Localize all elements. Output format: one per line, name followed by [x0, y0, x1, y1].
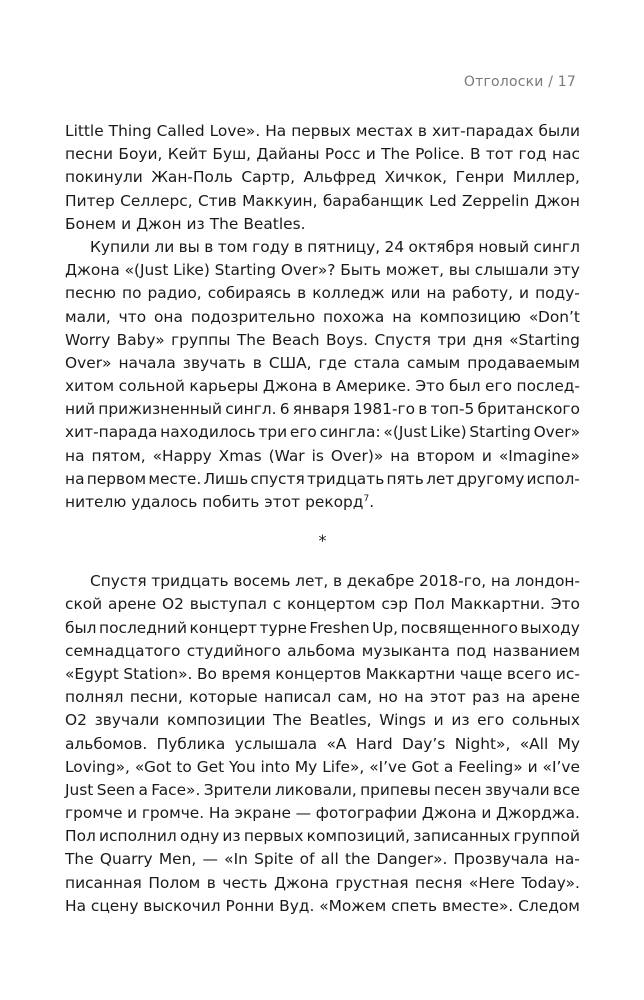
text-line: ской арене O2 выступал с концертом сэр Пол Маккартни. Это	[65, 595, 580, 614]
text-line: Спустя тридцать восемь лет, в декабре 2018-го, на лондон-	[90, 572, 580, 591]
text-line: альбомов. Публика услышала «A Hard Day’s Night», «All My	[65, 734, 580, 753]
running-head: Отголоски / 17	[463, 74, 576, 90]
text-line: на первом месте. Лишь спустя тридцать пять лет другому испол-	[65, 469, 580, 488]
text-line: на пятом, «Happy Xmas (War is Over)» на втором и «Imagine»	[65, 446, 580, 465]
text-line: песню по радио, собираясь в колледж или на работу, и поду-	[65, 284, 580, 303]
text-line: громче и громче. На экране — фотографии Джона и Джорджа.	[65, 804, 580, 823]
page-body	[65, 120, 580, 918]
text-line: мали, что она подозрительно похожа на композицию «Don’t	[65, 307, 580, 326]
text-line: Loving», «Got to Get You into My Life», «I’ve Got a Feeling» и «I’ve	[65, 757, 580, 776]
text-line: Пол исполнил одну из первых композиций, записанных группой	[65, 827, 580, 846]
text-line: Бонем и Джон из The Beatles.	[65, 214, 306, 233]
text-line: писанная Полом в честь Джона грустная песня «Here Today».	[65, 873, 580, 892]
text-line: Джона «(Just Like) Starting Over»? Быть может, вы слышали эту	[65, 261, 580, 280]
paragraph	[65, 570, 580, 918]
text-line: нителю удалось побить этот рекорд$^7$.	[65, 493, 375, 511]
section-separator: *	[318, 530, 327, 550]
text-line: полнял песни, которые написал сам, но на этот раз на арене	[65, 688, 580, 707]
text-line: «Egypt Station». Во время концертов Маккартни чаще всего ис-	[65, 664, 580, 683]
text-line: На сцену выскочил Ронни Вуд. «Можем спеть вместе». Следом	[65, 896, 580, 915]
text-line: покинули Жан-Поль Сартр, Альфред Хичкок, Генри Миллер,	[65, 168, 580, 187]
text-line: ний прижизненный сингл. 6 января 1981-го в топ-5 британского	[65, 400, 580, 419]
text-line: Little Thing Called Love». На первых местах в хит-парадах были	[65, 122, 580, 140]
text-line: Worry Baby» группы The Beach Boys. Спустя три дня «Starting	[65, 330, 580, 349]
text-line: Питер Селлерс, Стив Маккуин, барабанщик Led Zeppelin Джон	[65, 191, 580, 210]
text-line: песни Боуи, Кейт Буш, Дайаны Росс и The Police. В тот год нас	[65, 145, 580, 164]
text-line: семнадцатого студийного альбома музыканта под названием	[65, 641, 580, 660]
text-line: хитом сольной карьеры Джона в Америке. Это был его послед-	[65, 377, 580, 396]
paragraph	[65, 236, 580, 514]
text-line: O2 звучали композиции The Beatles, Wings и из его сольных	[65, 711, 580, 730]
footnote-ref[interactable]: 7	[363, 493, 370, 504]
text-line: хит-парада находилось три его сингла: «(Just Like) Starting Over»	[65, 423, 580, 442]
text-line: The Quarry Men, — «In Spite of all the Danger». Прозвучала на-	[65, 850, 580, 869]
text-line: Just Seen a Face». Зрители ликовали, припевы песен звучали все	[65, 780, 580, 799]
text-line: был последний концерт турне Freshen Up, посвященного выходу	[65, 618, 580, 637]
text-line: Купили ли вы в том году в пятницу, 24 октября новый сингл	[90, 237, 580, 256]
paragraph	[65, 120, 580, 236]
text-line: Over» начала звучать в США, где стала самым продаваемым	[65, 353, 580, 372]
